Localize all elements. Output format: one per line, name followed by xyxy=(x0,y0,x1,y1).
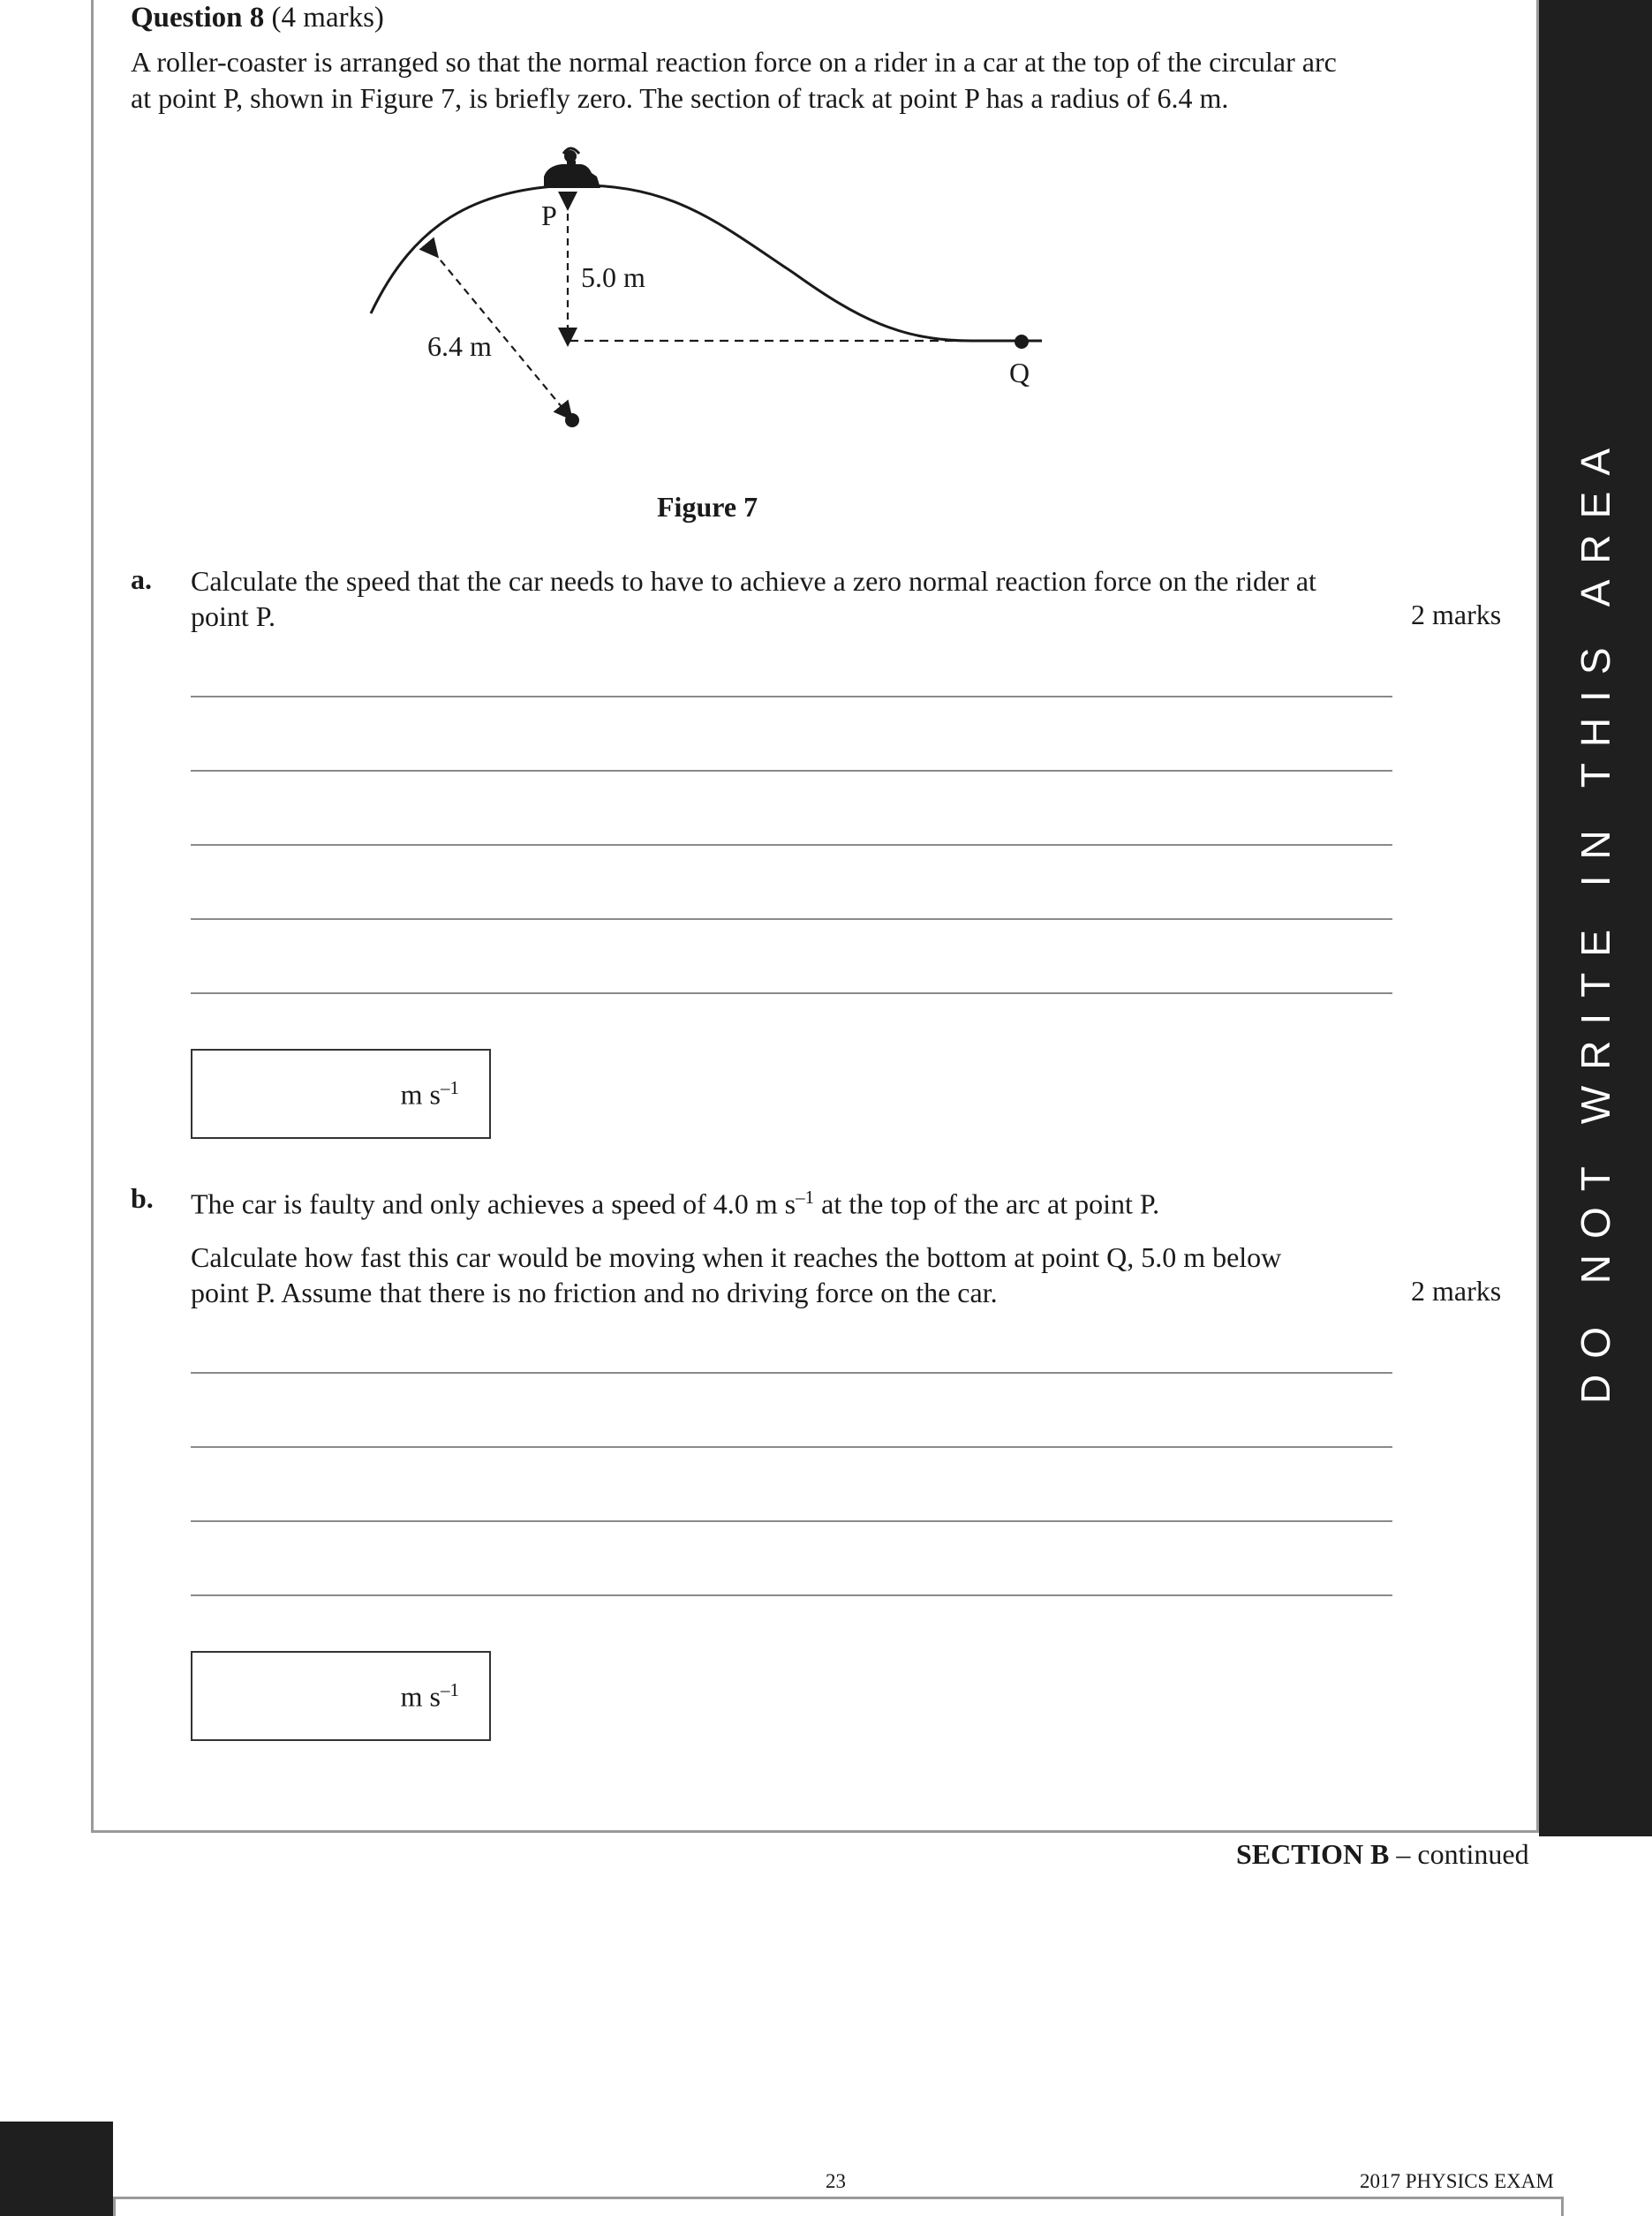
part-a-line-2: point P. xyxy=(191,600,276,632)
section-continued-text: – continued xyxy=(1389,1838,1529,1870)
bottom-border xyxy=(113,2197,1564,2199)
page-number: 23 xyxy=(826,2170,846,2192)
part-b-unit-base: m s xyxy=(400,1680,441,1713)
part-a-unit-exponent: –1 xyxy=(441,1077,459,1098)
answer-line xyxy=(191,918,1392,920)
arc-centre-dot xyxy=(565,413,579,427)
answer-line xyxy=(191,1594,1392,1596)
corner-block xyxy=(0,2122,113,2216)
part-a-line-1: Calculate the speed that the car needs to have to achieve a zero normal reaction force on the rider at xyxy=(191,565,1316,597)
answer-line xyxy=(191,1446,1392,1448)
part-b-text xyxy=(191,1240,1409,1310)
part-b-line-1-start: The car is faulty and only achieves a speed of 4.0 m s xyxy=(191,1187,796,1220)
part-b-answer-box[interactable] xyxy=(191,1651,491,1741)
answer-line xyxy=(191,992,1392,994)
track-curve xyxy=(371,185,1042,341)
label-q: Q xyxy=(1009,357,1030,388)
question-number: Question 8 xyxy=(131,2,265,34)
answer-line xyxy=(191,844,1392,846)
part-b-letter: b. xyxy=(131,1182,154,1214)
question-intro xyxy=(131,44,1411,117)
part-b-line-1 xyxy=(191,1180,1409,1222)
part-b-unit-exponent: –1 xyxy=(441,1679,459,1700)
label-radius: 6.4 m xyxy=(427,330,492,362)
part-b-unit xyxy=(401,1679,459,1714)
question-marks: (4 marks) xyxy=(271,2,384,34)
part-a-unit-base: m s xyxy=(400,1078,441,1111)
figure-7-diagram xyxy=(336,141,1077,441)
label-p: P xyxy=(541,200,557,231)
exam-name: 2017 PHYSICS EXAM xyxy=(1360,2170,1554,2192)
bottom-border-right xyxy=(1561,2197,1564,2216)
roller-coaster-car-icon xyxy=(544,148,600,188)
part-b-line-2: Calculate how fast this car would be moving when it reaches the bottom at point Q, 5.0 m below xyxy=(191,1241,1282,1273)
answer-line xyxy=(191,1520,1392,1522)
part-b-marks: 2 marks xyxy=(1411,1275,1502,1307)
question-intro-line-2: at point P, shown in Figure 7, is briefly zero. The section of track at point P has a radius of 6.4 m. xyxy=(131,82,1229,114)
part-a-answer-box[interactable] xyxy=(191,1049,491,1139)
point-q-dot xyxy=(1015,335,1029,349)
part-b-line-1-end: at the top of the arc at point P. xyxy=(814,1187,1160,1220)
part-a-unit xyxy=(401,1077,459,1112)
answer-line xyxy=(191,696,1392,697)
figure-caption: Figure 7 xyxy=(657,491,758,523)
label-height: 5.0 m xyxy=(581,261,645,293)
question-title xyxy=(131,2,384,34)
answer-line xyxy=(191,770,1392,772)
do-not-write-notice: DO NOT WRITE IN THIS AREA xyxy=(1573,432,1618,1405)
section-continued xyxy=(1236,1838,1529,1871)
part-a-text xyxy=(191,563,1409,634)
part-b-speed-unit-exponent: –1 xyxy=(796,1187,815,1208)
section-name: SECTION B xyxy=(1236,1838,1390,1870)
part-a-marks: 2 marks xyxy=(1411,599,1502,630)
question-intro-line-1: A roller-coaster is arranged so that the normal reaction force on a rider in a car at the top of the circular arc xyxy=(131,46,1337,78)
part-b-line-3: point P. Assume that there is no friction and no driving force on the car. xyxy=(191,1277,998,1308)
bottom-border-left xyxy=(113,2197,116,2216)
part-a-letter: a. xyxy=(131,563,152,595)
answer-line xyxy=(191,1372,1392,1374)
